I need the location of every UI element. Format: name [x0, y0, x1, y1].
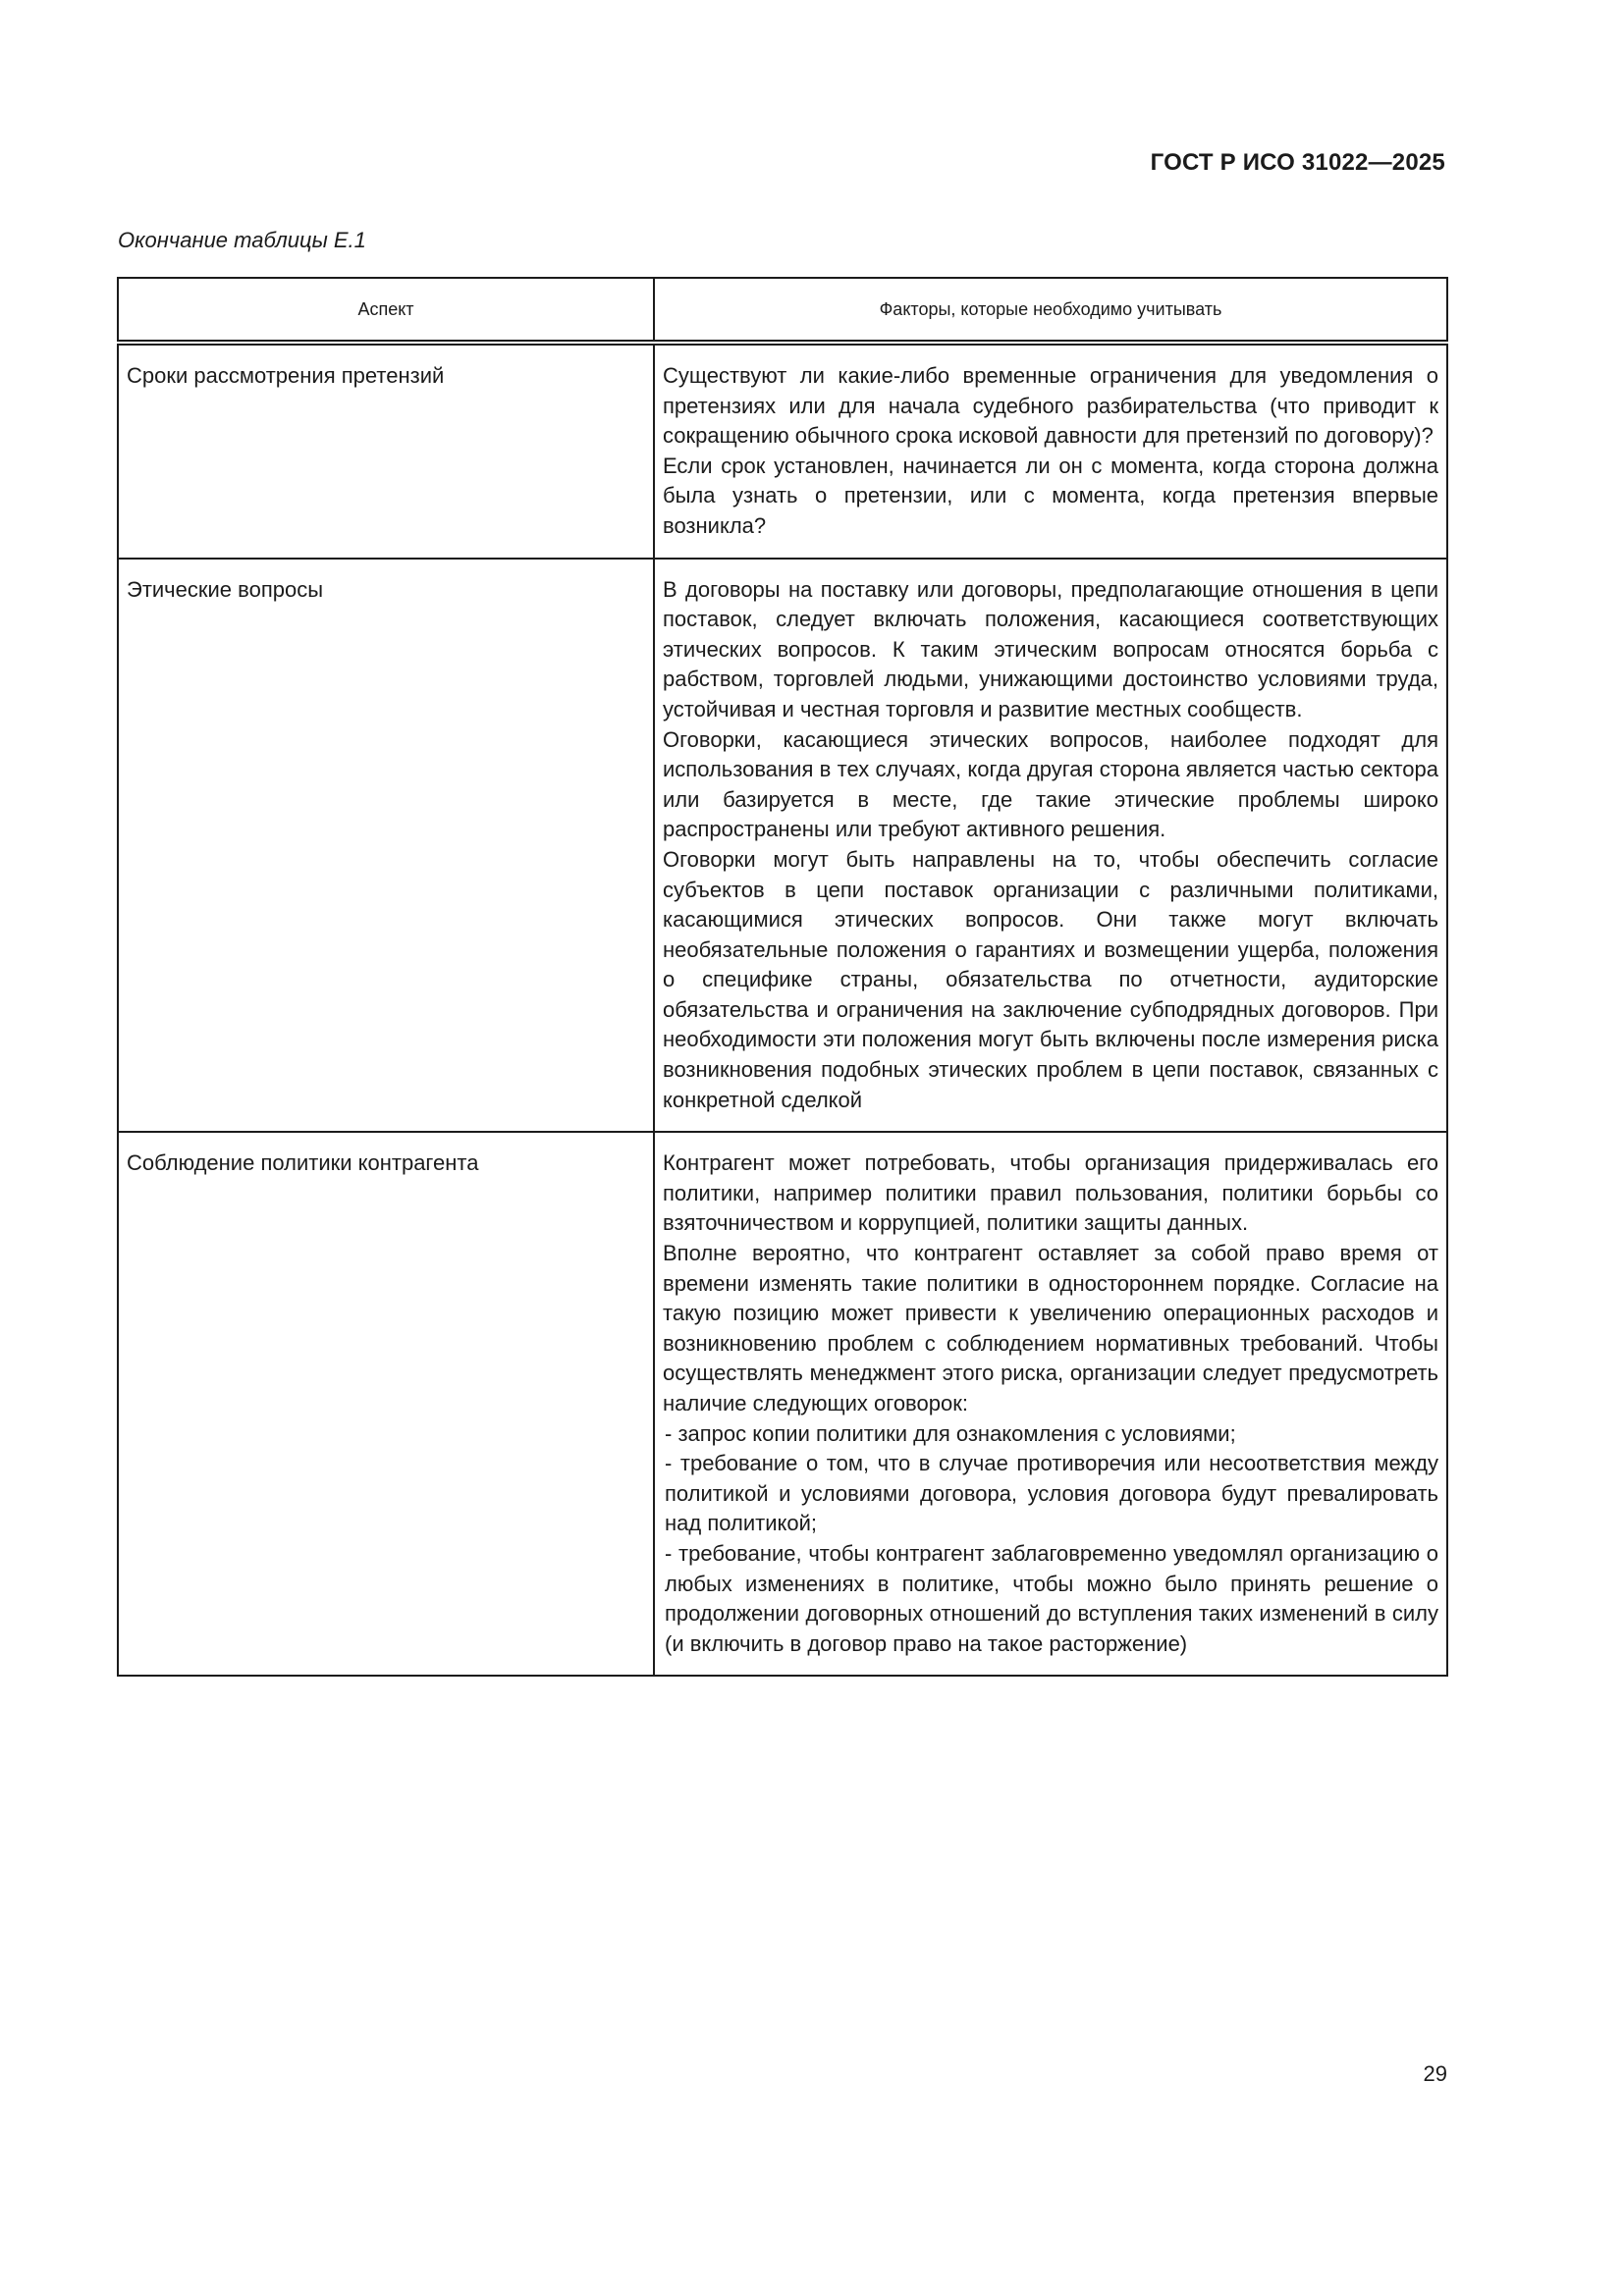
- factor-paragraph: Вполне вероятно, что контрагент оставляет за собой право время от времени изменять такие политики в одностороннем порядке. Согласие на такую позицию может привести к увеличению операционных расходов и возникновению проблем с соблюдением нормативных требований. Чтобы осуществлять менеджмент этого риска, организации следует предусмотреть наличие следующих оговорок:: [663, 1241, 1438, 1415]
- factor-paragraph: В договоры на поставку или договоры, предполагающие отношения в цепи поставок, следует включать положения, касающиеся соответствующих этических вопросов. К таким этическим вопросам относятся борьба с рабством, торговлей людьми, унижающими достоинство условиями труда, устойчивая и честная торговля и развитие местных сообществ.: [663, 576, 1438, 721]
- page-number: 29: [1423, 2061, 1447, 2086]
- factor-paragraph: Контрагент может потребовать, чтобы организация придерживалась его политики, например политики правил пользования, политики борьбы со взяточничеством и коррупцией, политики защиты данных.: [663, 1150, 1438, 1236]
- table-row: [118, 343, 1447, 559]
- factors-cell: [654, 559, 1447, 1133]
- factor-list-item: - требование о том, что в случае противоречия или несоответствия между политикой и условиями договора, условия договора будут превалировать над политикой;: [665, 1451, 1438, 1536]
- factor-list-item: - требование, чтобы контрагент заблаговременно уведомлял организацию о любых изменениях в политике, чтобы можно было принять решение о продолжении договорных отношений до вступления таких изменений в силу (и включить в договор право на такое расторжение): [665, 1540, 1438, 1656]
- factors-table: [117, 277, 1448, 1677]
- table-row: [118, 559, 1447, 1133]
- column-header-factors: Факторы, которые необходимо учитывать: [654, 278, 1447, 343]
- factor-paragraph: Оговорки могут быть направлены на то, чтобы обеспечить согласие субъектов в цепи поставок организации с различными политиками, касающимися этических вопросов. Они также могут включать необязательные положения о гарантиях и возмещении ущерба, положения о специфике страны, обязательства по отчетности, аудиторские обязательства и ограничения на заключение субподрядных договоров. При необходимости эти положения могут быть включены после измерения риска возникновения подобных этических проблем в цепи поставок, связанных с конкретной сделкой: [663, 846, 1438, 1112]
- factors-cell: [654, 343, 1447, 559]
- aspect-cell: Соблюдение политики контрагента: [118, 1132, 654, 1676]
- document-code: ГОСТ Р ИСО 31022—2025: [1150, 149, 1445, 176]
- factor-paragraph: Если срок установлен, начинается ли он с момента, когда сторона должна была узнать о претензии, или с момента, когда претензия впервые возникла?: [663, 453, 1438, 538]
- table-header-row: [118, 278, 1447, 343]
- table-row: [118, 1132, 1447, 1676]
- factor-list-item: - запрос копии политики для ознакомления с условиями;: [665, 1420, 1236, 1446]
- aspect-cell: Этические вопросы: [118, 559, 654, 1133]
- factor-paragraph: Оговорки, касающиеся этических вопросов, наиболее подходят для использования в тех случаях, когда другая сторона является частью сектора или базируется в месте, где такие этические проблемы широко распространены или требуют активного решения.: [663, 726, 1438, 842]
- aspect-cell: Сроки рассмотрения претензий: [118, 343, 654, 559]
- factor-paragraph: Существуют ли какие-либо временные ограничения для уведомления о претензиях или для начала судебного разбирательства (что приводит к сокращению обычного срока исковой давности для претензий по договору)?: [663, 363, 1438, 449]
- column-header-aspect: Аспект: [118, 278, 654, 343]
- factors-cell: [654, 1132, 1447, 1676]
- table-caption: Окончание таблицы Е.1: [118, 228, 366, 252]
